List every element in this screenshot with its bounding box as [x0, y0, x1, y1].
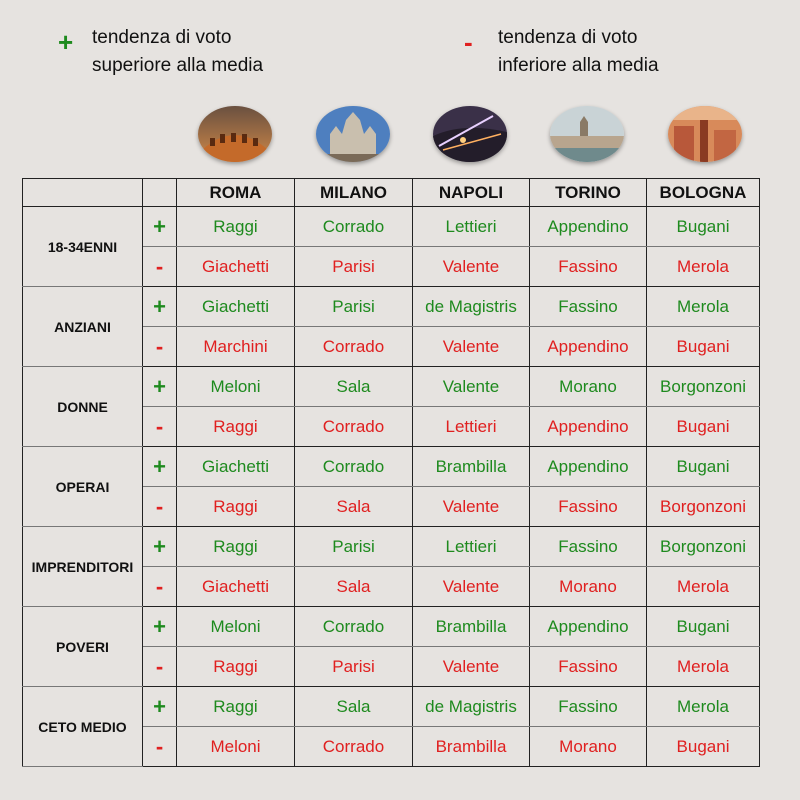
plus-sign: + — [143, 447, 177, 487]
candidate-cell: Giachetti — [177, 287, 295, 327]
candidate-cell: Bugani — [647, 607, 760, 647]
candidate-cell: Valente — [413, 327, 530, 367]
candidate-cell: Corrado — [295, 327, 413, 367]
table-row — [23, 607, 760, 647]
candidate-cell: Fassino — [530, 287, 647, 327]
candidate-cell: Appendino — [530, 407, 647, 447]
milano-photo — [316, 106, 390, 162]
candidate-cell: Appendino — [530, 447, 647, 487]
group-label: DONNE — [23, 367, 143, 447]
candidate-cell: Bugani — [647, 207, 760, 247]
candidate-cell: Merola — [647, 647, 760, 687]
candidate-cell: Meloni — [177, 727, 295, 767]
plus-sign: + — [58, 27, 74, 57]
minus-sign: - — [143, 487, 177, 527]
candidate-cell: de Magistris — [413, 287, 530, 327]
candidate-cell: Meloni — [177, 607, 295, 647]
candidate-cell: Brambilla — [413, 607, 530, 647]
table-row — [23, 207, 760, 247]
candidate-cell: Parisi — [295, 247, 413, 287]
candidate-cell: Morano — [530, 567, 647, 607]
candidate-cell: Meloni — [177, 367, 295, 407]
candidate-cell: Raggi — [177, 407, 295, 447]
candidate-cell: Borgonzoni — [647, 527, 760, 567]
candidate-cell: Appendino — [530, 607, 647, 647]
table-body — [23, 207, 760, 767]
candidate-cell: Merola — [647, 567, 760, 607]
table-row — [23, 287, 760, 327]
plus-sign: + — [143, 607, 177, 647]
torino-photo — [550, 106, 624, 162]
candidate-cell: Borgonzoni — [647, 367, 760, 407]
candidate-cell: de Magistris — [413, 687, 530, 727]
candidate-cell: Corrado — [295, 727, 413, 767]
candidate-cell: Merola — [647, 247, 760, 287]
header-city: BOLOGNA — [647, 179, 760, 207]
header-sign-empty — [143, 179, 177, 207]
candidate-cell: Fassino — [530, 647, 647, 687]
header-city: NAPOLI — [413, 179, 530, 207]
candidate-cell: Raggi — [177, 647, 295, 687]
group-label: POVERI — [23, 607, 143, 687]
bologna-photo — [668, 106, 742, 162]
candidate-cell: Raggi — [177, 687, 295, 727]
plus-sign: + — [143, 527, 177, 567]
header-row — [23, 179, 760, 207]
group-label: ANZIANI — [23, 287, 143, 367]
candidate-cell: Giachetti — [177, 247, 295, 287]
group-label: CETO MEDIO — [23, 687, 143, 767]
table-row — [23, 447, 760, 487]
header-city: ROMA — [177, 179, 295, 207]
candidate-cell: Bugani — [647, 327, 760, 367]
plus-sign: + — [143, 687, 177, 727]
candidate-cell: Fassino — [530, 527, 647, 567]
header-group-empty — [23, 179, 143, 207]
minus-sign: - — [464, 27, 473, 57]
candidate-cell: Raggi — [177, 207, 295, 247]
header-city: TORINO — [530, 179, 647, 207]
napoli-photo — [433, 106, 507, 162]
candidate-cell: Bugani — [647, 447, 760, 487]
minus-sign: - — [143, 407, 177, 447]
legend-minus-line1: tendenza di voto — [498, 27, 638, 48]
candidate-cell: Sala — [295, 567, 413, 607]
candidate-cell: Corrado — [295, 407, 413, 447]
candidate-cell: Lettieri — [413, 527, 530, 567]
candidate-cell: Fassino — [530, 247, 647, 287]
candidate-cell: Appendino — [530, 207, 647, 247]
minus-sign: - — [143, 247, 177, 287]
candidate-cell: Lettieri — [413, 407, 530, 447]
roma-photo — [198, 106, 272, 162]
candidate-cell: Bugani — [647, 727, 760, 767]
plus-sign: + — [143, 287, 177, 327]
minus-sign: - — [143, 727, 177, 767]
candidate-cell: Parisi — [295, 527, 413, 567]
candidate-cell: Marchini — [177, 327, 295, 367]
minus-sign: - — [143, 647, 177, 687]
group-label: IMPRENDITORI — [23, 527, 143, 607]
header-city: MILANO — [295, 179, 413, 207]
candidate-cell: Borgonzoni — [647, 487, 760, 527]
candidate-cell: Corrado — [295, 207, 413, 247]
candidate-cell: Merola — [647, 687, 760, 727]
candidate-cell: Fassino — [530, 487, 647, 527]
candidate-cell: Fassino — [530, 687, 647, 727]
candidate-cell: Valente — [413, 367, 530, 407]
candidate-cell: Giachetti — [177, 447, 295, 487]
table-row — [23, 527, 760, 567]
group-label: 18-34ENNI — [23, 207, 143, 287]
candidate-cell: Valente — [413, 487, 530, 527]
candidate-cell: Morano — [530, 367, 647, 407]
vote-tendency-table — [22, 178, 760, 767]
candidate-cell: Parisi — [295, 287, 413, 327]
candidate-cell: Bugani — [647, 407, 760, 447]
legend-minus — [464, 24, 659, 80]
candidate-cell: Sala — [295, 687, 413, 727]
candidate-cell: Sala — [295, 487, 413, 527]
candidate-cell: Lettieri — [413, 207, 530, 247]
candidate-cell: Appendino — [530, 327, 647, 367]
candidate-cell: Valente — [413, 567, 530, 607]
candidate-cell: Brambilla — [413, 727, 530, 767]
candidate-cell: Raggi — [177, 527, 295, 567]
candidate-cell: Valente — [413, 647, 530, 687]
candidate-cell: Valente — [413, 247, 530, 287]
table-row — [23, 367, 760, 407]
table-row — [23, 687, 760, 727]
minus-sign: - — [143, 327, 177, 367]
candidate-cell: Corrado — [295, 607, 413, 647]
group-label: OPERAI — [23, 447, 143, 527]
candidate-cell: Parisi — [295, 647, 413, 687]
legend-plus-line2: superiore alla media — [92, 55, 264, 76]
candidate-cell: Corrado — [295, 447, 413, 487]
candidate-cell: Giachetti — [177, 567, 295, 607]
legend-plus-line1: tendenza di voto — [92, 27, 232, 48]
candidate-cell: Morano — [530, 727, 647, 767]
legend-plus — [58, 24, 264, 80]
plus-sign: + — [143, 367, 177, 407]
legend-minus-line2: inferiore alla media — [498, 55, 659, 76]
candidate-cell: Merola — [647, 287, 760, 327]
minus-sign: - — [143, 567, 177, 607]
candidate-cell: Raggi — [177, 487, 295, 527]
plus-sign: + — [143, 207, 177, 247]
candidate-cell: Brambilla — [413, 447, 530, 487]
candidate-cell: Sala — [295, 367, 413, 407]
